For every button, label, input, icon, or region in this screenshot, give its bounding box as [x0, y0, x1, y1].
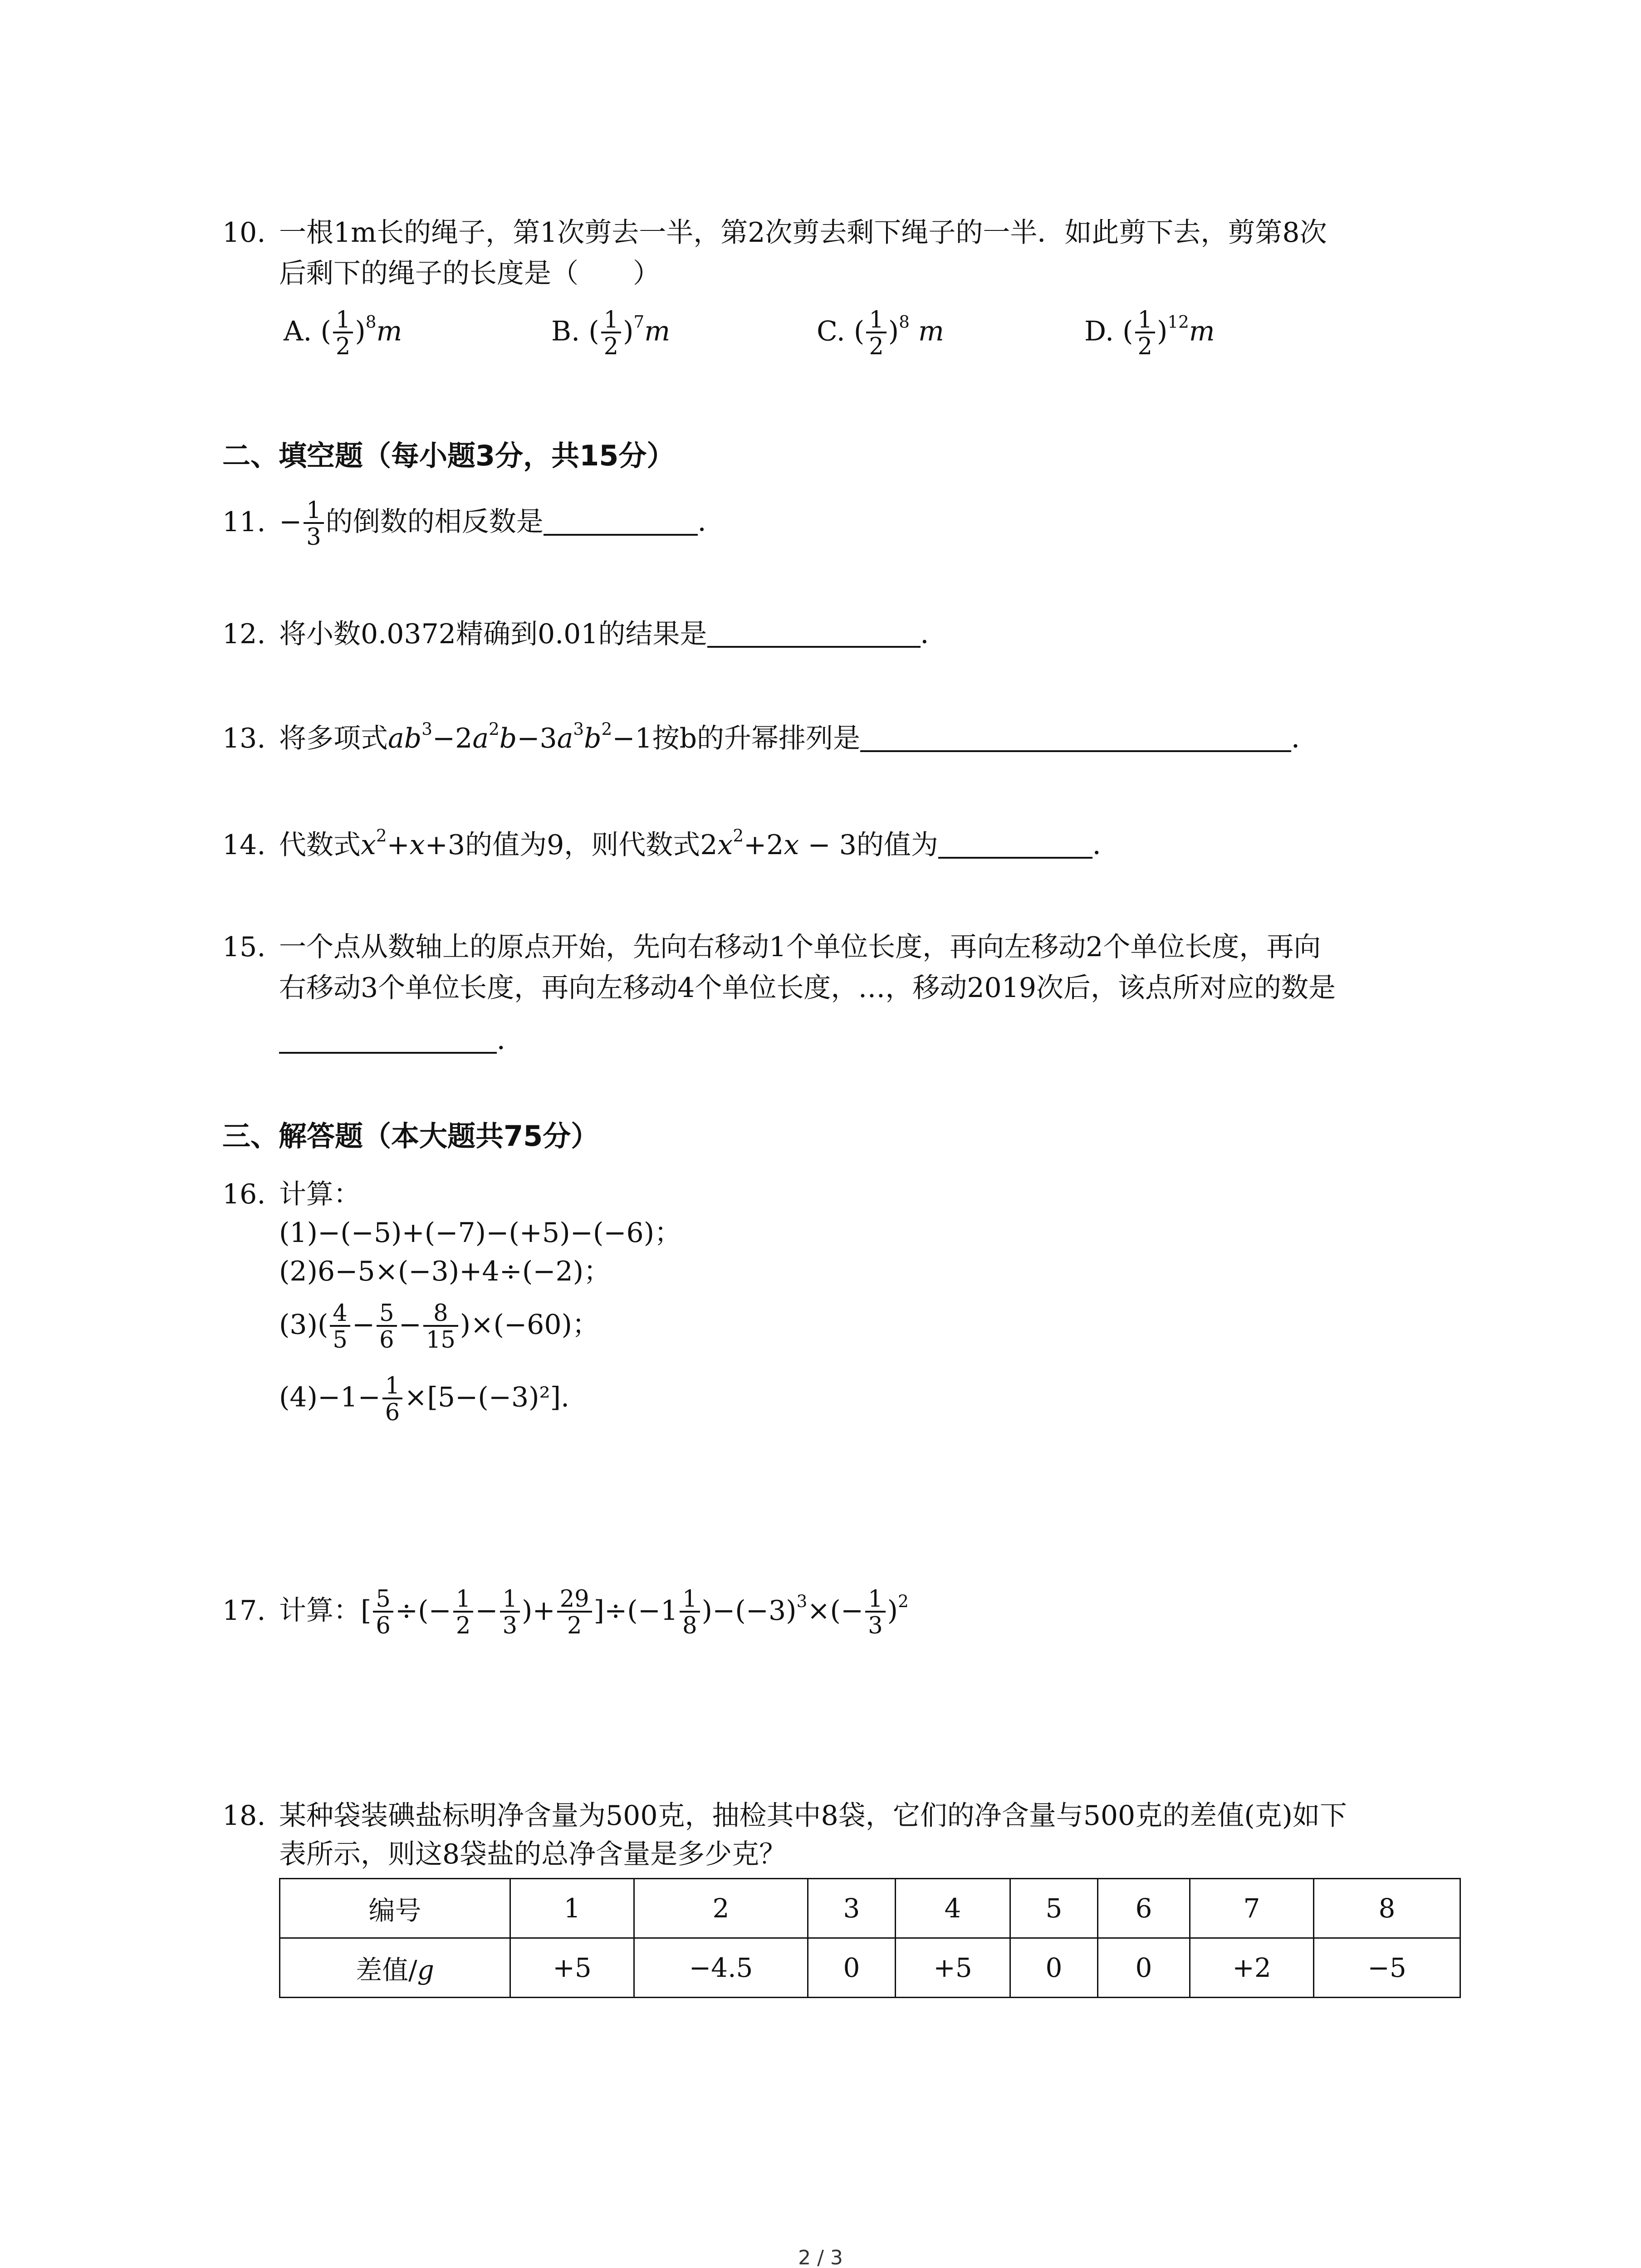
expression: [ $\frac{5}{6}$ ÷(− $\frac{1}{2}$ − $\frac{1}{3}$ )+ $\frac{29}{2}$ ]÷(−1 $\frac{1}{8}$ )$-(-3)^3\times(-$ $\frac{1}{3}$ )$^2$	[361, 1586, 909, 1639]
expression-part: (4)−1−	[279, 1381, 381, 1413]
fraction: $\frac{1}{6}$	[382, 1374, 402, 1424]
exponent: 12	[1167, 312, 1189, 332]
table-cell: +5	[510, 1938, 634, 1998]
table-cell: 7	[1190, 1879, 1314, 1938]
fraction: $\frac{1}{3}$	[304, 499, 323, 549]
q16-item-2: (2)6−5×(−3)+4÷(−2)；	[279, 1256, 611, 1287]
unit: m	[644, 315, 671, 347]
question-number: 16.	[222, 1178, 266, 1210]
question-10-line-1	[222, 213, 1327, 252]
table-header-cell: 差值/g	[280, 1938, 510, 1998]
question-text: 计算：	[279, 1594, 361, 1627]
option-b: B. ( $\frac{1}{2}$ )$^7$m	[551, 307, 671, 360]
expression: $x^2+x+3$	[361, 826, 465, 861]
expression-part: ×[5−(−3)²].	[404, 1381, 570, 1413]
question-number: 14.	[222, 829, 266, 861]
question-number: 13.	[222, 723, 266, 754]
question-text: 将小数0.0372精确到0.01的结果是	[279, 618, 707, 650]
table-cell: 0	[1098, 1938, 1190, 1998]
answer-blank[interactable]	[860, 724, 1291, 752]
question-text: 的倒数的相反数是	[325, 506, 544, 538]
table-cell: 3	[808, 1879, 896, 1938]
question-11: 11. − $\frac{1}{3}$ 的倒数的相反数是 ．	[222, 497, 725, 551]
table-row	[280, 1879, 1460, 1938]
fraction: $\frac{1}{2}$	[1135, 308, 1155, 358]
question-16	[222, 1175, 361, 1214]
fraction: $\frac{8}{15}$	[423, 1302, 458, 1352]
fraction: $\frac{1}{2}$	[333, 308, 353, 358]
table-header-cell: 编号	[280, 1879, 510, 1938]
question-number: 10.	[222, 217, 266, 249]
option-a: A. ( $\frac{1}{2}$ )$^8$m	[284, 307, 402, 360]
question-text: 一个点从数轴上的原点开始，先向右移动1个单位长度，再向左移动2个单位长度，再向	[279, 931, 1321, 963]
option-label: D.	[1084, 315, 1114, 347]
table-cell: 1	[510, 1879, 634, 1938]
table-row	[280, 1938, 1460, 1998]
exponent: 8	[365, 312, 377, 332]
question-15-blank-line: ．	[279, 1021, 524, 1060]
question-number: 12.	[222, 618, 266, 650]
answer-blank[interactable]	[544, 508, 698, 536]
answer-blank[interactable]	[707, 620, 921, 648]
table-cell: +5	[896, 1938, 1010, 1998]
difference-table	[279, 1878, 1461, 1998]
table-cell: 8	[1314, 1879, 1460, 1938]
question-text: 代数式	[279, 829, 361, 861]
question-15-line-1	[222, 928, 1321, 967]
question-18-line-1	[222, 1796, 1347, 1835]
exponent: 8	[899, 312, 910, 332]
question-text: 按b的升幂排列是	[652, 723, 861, 754]
question-number: 15.	[222, 931, 266, 963]
question-13: 13. 将多项式$ab^3-2a^2b-3a^3b^2-1$按b的升幂排列是 ．	[222, 719, 1318, 758]
option-label: A.	[284, 315, 312, 347]
question-text: 的值为	[856, 829, 938, 861]
q16-item-1: (1)−(−5)+(−7)−(+5)−(−6)；	[279, 1217, 682, 1249]
question-number: 17.	[222, 1594, 266, 1627]
fraction: $\frac{1}{2}$	[601, 308, 621, 358]
question-17	[222, 1588, 909, 1637]
unit: m	[376, 315, 402, 347]
question-text: 将多项式	[279, 723, 388, 754]
fraction: $\frac{5}{6}$	[377, 1302, 397, 1352]
answer-blank[interactable]	[938, 831, 1092, 859]
table-cell: 5	[1010, 1879, 1098, 1938]
question-text: 一根1m长的绳子，第1次剪去一半，第2次剪去剩下绳子的一半．如此剪下去，剪第8次	[279, 217, 1327, 249]
expression: $2x^2+2x - 3$	[700, 826, 857, 861]
question-number: 18.	[222, 1800, 266, 1832]
exponent: 7	[633, 312, 645, 332]
q16-item-4	[279, 1374, 569, 1424]
answer-blank[interactable]	[279, 1026, 497, 1054]
question-12: 12. 将小数0.0372精确到0.01的结果是 ．	[222, 615, 948, 654]
page-number: 2 / 3	[798, 2246, 843, 2268]
table-cell: −5	[1314, 1938, 1460, 1998]
question-18-line-2: 表所示，则这8袋盐的总净含量是多少克？	[279, 1838, 787, 1870]
unit: m	[1189, 315, 1215, 347]
unit: m	[909, 315, 944, 347]
table-cell: +2	[1190, 1938, 1314, 1998]
option-c: C. ( $\frac{1}{2}$ )$^8$ m	[817, 307, 944, 360]
table-cell: 2	[634, 1879, 808, 1938]
question-text: 的值为9，则代数式	[465, 829, 700, 861]
fraction: $\frac{1}{2}$	[866, 308, 886, 358]
table-cell: 6	[1098, 1879, 1190, 1938]
section-heading-fill-in: 二、填空题（每小题3分，共15分）	[222, 439, 675, 472]
section-heading-solve: 三、解答题（本大题共75分）	[222, 1119, 599, 1153]
question-10-line-2: 后剩下的绳子的长度是（ ）	[279, 258, 660, 289]
question-15-line-2: 右移动3个单位长度，再向左移动4个单位长度，…，移动2019次后，该点所对应的数是	[279, 972, 1336, 1004]
option-label: C.	[817, 315, 845, 347]
option-d: D. ( $\frac{1}{2}$ )$^{12}$m	[1084, 307, 1215, 360]
question-text: 计算：	[279, 1178, 361, 1210]
table-cell: 0	[1010, 1938, 1098, 1998]
fraction: $\frac{4}{5}$	[330, 1302, 350, 1352]
option-label: B.	[551, 315, 580, 347]
q16-item-3: (3)( $\frac{4}{5}$ − $\frac{5}{6}$ − $\frac{8}{15}$ )×(−60)；	[279, 1300, 599, 1354]
question-text: 某种袋装碘盐标明净含量为500克，抽检其中8袋，它们的净含量与500克的差值(克)如下	[279, 1800, 1347, 1832]
question-number: 11.	[222, 506, 266, 538]
question-14: 14. 代数式$x^2+x+3$的值为9，则代数式$2x^2+2x - 3$的值为 ．	[222, 826, 1120, 865]
table-cell: 4	[896, 1879, 1010, 1938]
table-cell: 0	[808, 1938, 896, 1998]
table-cell: −4.5	[634, 1938, 808, 1998]
polynomial: $ab^3-2a^2b-3a^3b^2-1$	[388, 719, 652, 754]
